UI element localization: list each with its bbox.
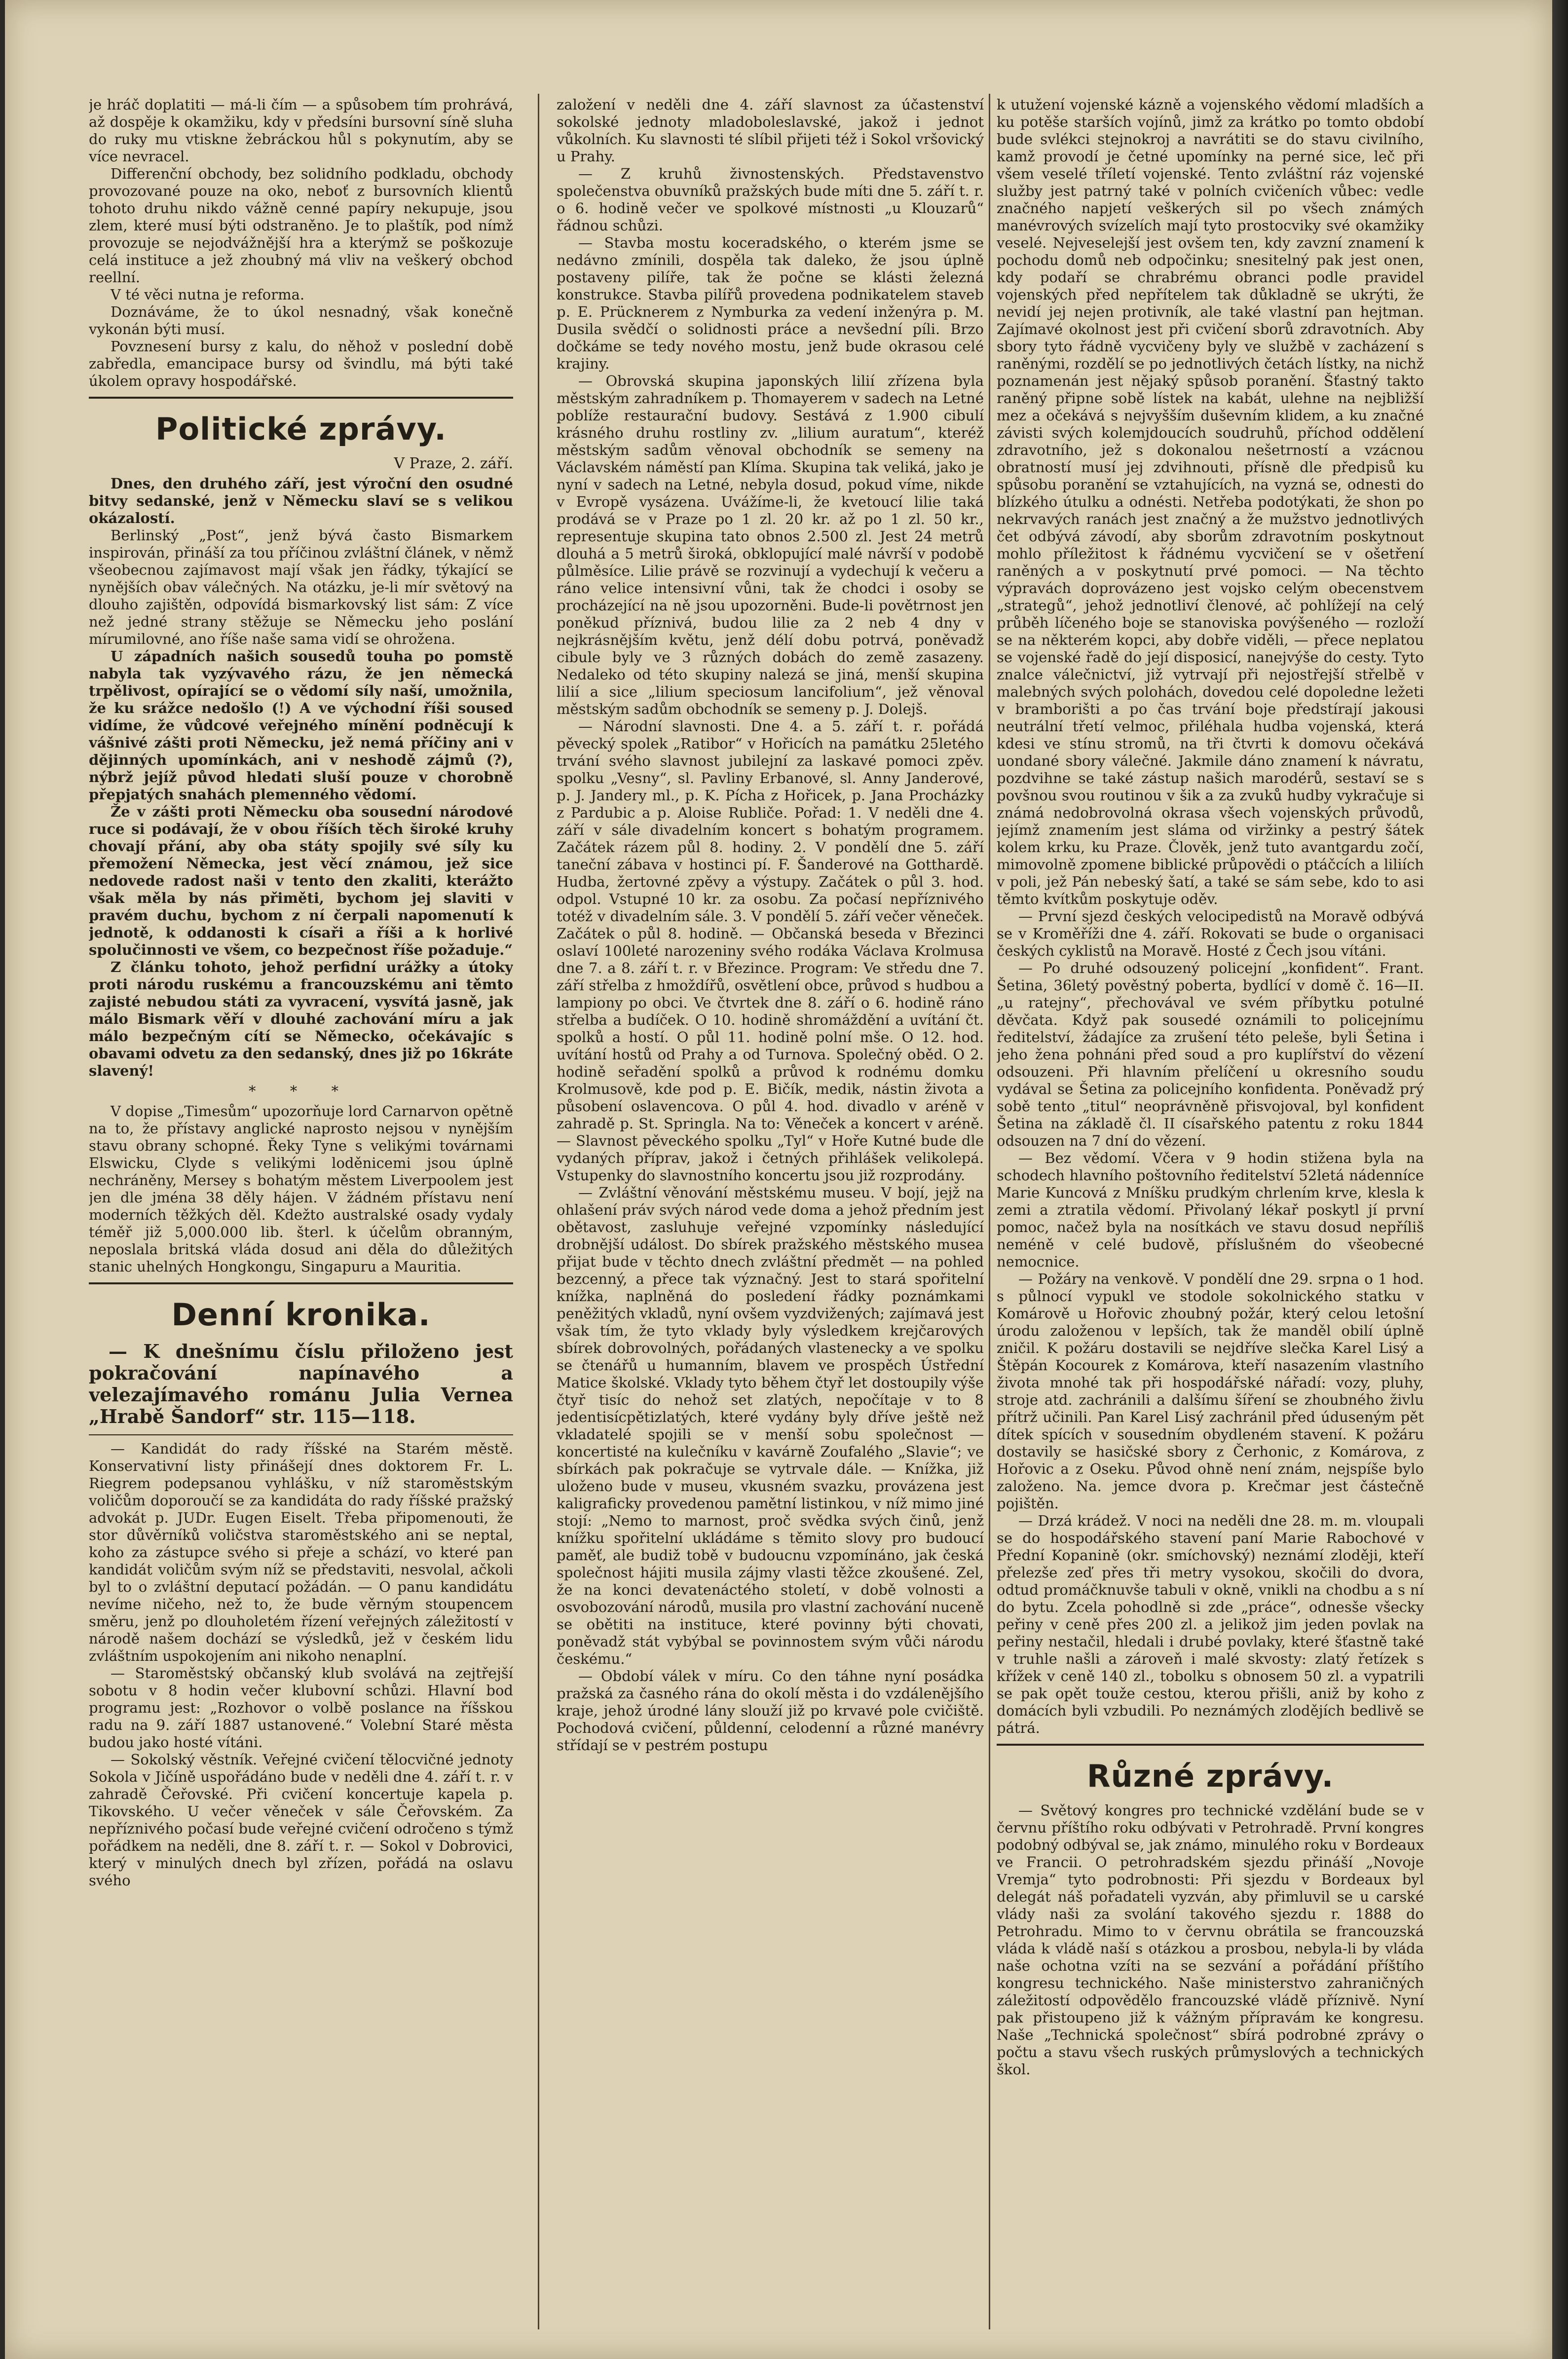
- column-rule: [538, 94, 539, 2329]
- section-heading: Různé zprávy.: [1086, 1758, 1334, 1794]
- article-paragraph: — Staroměstský občanský klub svolává na zejtřejší sobotu v 8 hodin večer klubovní schůzi. Hlavní bod programu jest: „Rozhovor o volbě poslance na říšskou radu na 9. září 1887 ustanovené.“ Volební Staré města budou jako hosté vítáni.: [89, 1665, 513, 1751]
- section-heading: Denní kronika.: [171, 1297, 431, 1333]
- article-paragraph: — Stavba mostu koceradského, o kterém jsme se nedávno zmínili, dospěla tak daleko, že jsou úplně postaveny pilíře, tak že počne se klásti železná konstrukce. Stavba pilířů provedena podnikatelem staveb p. E. Prücknerem z Nymburka za vedení inženýra p. M. Dusila svědčí o solidnosti práce a nevšední píli. Brzo dočkáme se tedy nového mostu, jenž bude okrasou celé krajiny.: [557, 234, 984, 372]
- column-1: [89, 96, 513, 2329]
- article-paragraph: — Světový kongres pro technické vzdělání bude se v červnu příštího roku odbývati v Petrohradě. První kongres podobný odbýval se, jak známo, minulého roku v Bordeaux ve Francii. O petrohradském sjezdu přináší „Novoje Vremja“ tyto podrobnosti: Při sjezdu v Bordeaux byl delegát náš pořadateli vyzván, aby přimluvil se u carské vlády naši za svolání takového sjezdu r. 1888 do Petrohradu. Mimo to v červnu obrátila se francouzská vláda k vládě naší s otázkou a prosbou, nebyla-li by vláda naše ochotna vzíti na se sezvání a pořádání příštího kongresu technického. Naše ministerstvo zahraničných záležitostí odpovědělo francouzské vládě příznivě. Nyní pak přistoupeno již k vážným přípravám ke kongresu. Naše „Technická společnost“ sbírá podrobné zprávy o počtu a stavu všech ruských průmyslových a technických škol.: [997, 1802, 1424, 2078]
- article-paragraph: U západních našich sousedů touha po pomstě nabyla tak vyzývavého rázu, že jen německá trpělivost, opírající se o vědomí síly naší, umožnila, že ku srážce nedošlo (!) A ve východní říši soused vidíme, že vůdcové veřejného mínění podněcují k vášnivé zášti proti Německu, jež nemá příčiny ani v dějinných upomínkách, ani v neshodě zájmů (?), nýbrž jejíž původ hledati sluší pouze v chorobně přepjatých snahách plemenného vědomí.: [89, 648, 513, 803]
- article-paragraph: — Z kruhů živnostenských. Představenstvo společenstva obuvníků pražských bude míti dne 5. září t. r. o 6. hodině večer ve spolkové místnosti „u Klouzarů“ řádnou schůzi.: [557, 165, 984, 234]
- section-rule: [89, 397, 513, 399]
- article-paragraph: V dopise „Timesům“ upozorňuje lord Carnarvon opětně na to, že přístavy anglické naprosto nejsou v nynějším stavu obrany schopné. Řeky Tyne s velikými továrnami Elswicku, Clyde s velikými loděnicemi jsou úplně nechráněny, Mersey s bohatým městem Liverpoolem jest jen dle jména 38 děly hájen. V žádném přístavu není moderních těžkých děl. Kdežto australské osady vydaly téměř již 5,000.000 lib. šterl. k účelům obranným, neposlala britská vláda dosud ani děla do důležitých stanic uhelných Hongkongu, Singapuru a Mauritia.: [89, 1103, 513, 1275]
- separator-stars: * * *: [249, 1083, 353, 1099]
- column-2: [557, 96, 984, 2329]
- article-paragraph: — Období válek v míru. Co den táhne nyní posádka pražská za časného rána do okolí města i do vzdálenějšího kraje, jehož úrodné lány slouží již po krvavé pole cvičiště. Pochodová cvičení, půldenní, celodenní a různé manévry střídají se v pestrém postupu: [557, 1668, 984, 1754]
- section-rule: [89, 1434, 513, 1435]
- page-edge: [1552, 0, 1568, 2359]
- article-paragraph: — Drzá krádež. V noci na neděli dne 28. m. m. vloupali se do hospodářského stavení paní Marie Rabochové v Přední Kopanině (okr. smíchovský) neznámí zloději, kteří přelezše zeď přes tři metry vysokou, skočili do dvora, odtud promáčknuvše tabuli v okně, vnikli na chodbu a s ní do bytu. Zcela pohodlně si zde „práce“, odnesše všecky peřiny v ceně přes 200 zl. a jelikož jim jeden povlak na peřiny nestačil, hledali i drubé povlaky, které šťastně také v truhle našli a zároveň i malé skvosty: zlatý řetízek s křížek v ceně 140 zl., tobolku s obnosem 50 zl. a vypatrili se pak opět touže cestou, kterou přišli, aniž by koho z domácích byli vzbudili. Po neznámých zlodějích bedlivě se pátrá.: [997, 1512, 1424, 1736]
- article-paragraph: — Obrovská skupina japonských lilií zřízena byla městským zahradníkem p. Thomayerem v sadech na Letné poblíže restaurační budovy. Sestává z 1.900 cibulí krásného druhu rostliny zv. „lilium auratum“, kteréž městským sadům věnoval obchodník se semeny na Václavském náměstí pan Klíma. Skupina tak veliká, jako je nyní v sadech na Letné, nebyla dosud, pokud víme, nikde v Evropě vysázena. Uvážíme-li, že kvetoucí lilie taká prodává se v Praze po 1 zl. 20 kr. až po 1 zl. 50 kr., representuje skupina tato obnos 2.500 zl. Jest 24 metrů dlouhá a 5 metrů široká, obklopující malé návrší v podobě půlměsíce. Lilie právě se rozvinují a vydechují k večeru a ráno velice intensivní vůni, tak že chodci i osoby se procházející na ně jsou upozorněni. Bude-li povětrnost jen poněkud příznivá, budou lilie za 2 neb 4 dny v nejkrásnějším květu, jenž délí dobu potrvá, poněvadž cibule byly ve 3 různých dobách do země zasazeny. Nedaleko od této skupiny nalezá se jiná, menší skupina lilií a sice „lilium speciosum lancifolium“, jež věnoval městským sadům obchodník se semeny p. J. Dolejš.: [557, 373, 984, 717]
- dateline: V Praze, 2. září.: [394, 455, 513, 472]
- article-paragraph: — Požáry na venkově. V pondělí dne 29. srpna o 1 hod. s půlnocí vypukl ve stodole sokolnického statku v Komárově u Hořovic zhoubný požár, který celou letošní úrodu založenou v lepších, tak že manděl obilí úplně zničil. K požáru dostavili se nejdříve slečka Karel Lisý a Štěpán Kocourek z Komárova, kteří nasazením vlastního života mnohé tak při hospodářské nářadí: vozy, pluhy, stroje atd. zachránili a dalšímu šíření se zhoubného živlu přítrž učinili. Pan Karel Lisý zachránil před úduseným pět dítek spících v sousedním obydleném stavení. K požáru dostavily se hasičské sbory z Čerhonic, z Komárova, z Hořovic a z Oseku. Původ ohně není znám, nejspíše bylo založeno. Na. jemce dvora p. Krečmar jest částečně pojištěn.: [997, 1271, 1424, 1512]
- column-rule: [989, 94, 990, 2329]
- article-paragraph: Z článku tohoto, jehož perfidní urážky a útoky proti národu ruskému a francouzskému ani těmto zajisté nebudou státi za vyvracení, vysvítá jasně, jak málo Bismark věří v dlouhé zachování míru a jak málo bezpečným cítí se Německo, očekávajíc s obavami odvetu za den sedanský, dnes již po 16kráte slavený!: [89, 959, 513, 1079]
- article-paragraph: je hráč doplatiti — má-li čím — a spůsobem tím prohrává, až dospěje k okamžiku, kdy v předsíni bursovní síně sluha do ruky mu vtiskne žebráckou hůl s pokynutím, aby se více nevracel.: [89, 96, 513, 165]
- article-paragraph: založení v neděli dne 4. září slavnost za účastenství sokolské jednoty mladoboleslavské, jakož i jednot vůkolních. Ku slavnosti té slíbil přijeti též i Sokol vršovický u Prahy.: [557, 96, 984, 165]
- article-paragraph: Že v zášti proti Německu oba sousední národové ruce si podávají, že v obou říších těch široké kruhy chovají přání, aby oba státy spojily své síly ku přemožení Německa, jest věcí známou, jež sice nedovede radost naši v tento den zkaliti, kterážto však měla by nás přiměti, bychom jej slaviti v pravém duchu, bychom z ní čerpali napomenutí k jednotě, k oddanosti k císaři a říši a k horlivé spolučinnosti ve všem, co bezpečnost říše požaduje.“: [89, 803, 513, 958]
- article-paragraph: — Národní slavnosti. Dne 4. a 5. září t. r. pořádá pěvecký spolek „Ratibor“ v Hořicích na památku 25letého trvání svého slavnost jubilejní za laskavé pomoci zpěv. spolku „Vesny“, sl. Pavliny Erbanové, sl. Anny Janderové, p. J. Jandery ml., p. K. Pícha z Hořicek, p. Jana Procházky z Pardubic a p. Aloise Rubliče. Pořad: 1. V neděli dne 4. září v sále divadelním koncert s bohatým programem. Začátek rázem půl 8. hodiny. 2. V pondělí dne 5. září taneční zábava v hostinci pí. F. Šanderové na Gotthardě. Hudba, žertovné zpěvy a výstupy. Začátek o půl 3. hod. odpol. Vstupné 10 kr. za osobu. Za počasí nepříznivého totéž v divadelním sále. 3. V pondělí 5. září večer věneček. Začátek o půl 8. hodině. — Občanská beseda v Březinci oslaví 100leté narozeniny svého rodáka Václava Krolmusa dne 7. a 8. září t. r. v Březince. Program: Ve středu dne 7. září střelba z hmoždířů, osvětlení obce, průvod s hudbou a lampiony po obci. Ve čtvrtek dne 8. září o 6. hodině ráno střelba a budíček. O 10. hodině shromáždění a uvítání čt. spolků a hostí. O půl 11. hodině polní mše. O 12. hod. uvítání hostů od Prahy a od Turnova. Společný oběd. O 2. hodině seřadění spolků a průvod k rodnému domku Krolmusově, kde pod p. E. Bičík, medik, nástin života a působení oslavencova. O půl 4. hod. divadlo v aréně v zahradě p. St. Springla. Na to: Věneček a koncert v aréně. — Slavnost pěveckého spolku „Tyl“ v Hoře Kutné bude dle vydaných příprav, jakož i četných přihlášek velikolepá. Vstupenky do slavnostního koncertu jsou již rozprodány.: [557, 718, 984, 1184]
- article-paragraph: — Kandidát do rady říšské na Starém městě. Konservativní listy přinášejí dnes doktorem Fr. L. Riegrem podepsanou vyhlášku, v níž staroměstským voličům doporoučí se za kandidáta do rady říšské pražský advokát p. JUDr. Eugen Eiselt. Třeba připomenouti, že stor důvěrníků voličstva staroměstského ani se neptal, koho za zástupce svého si přeje a schází, vo které pan kandidát voličům svým níž se představiti, nesvolal, ačkoli byl to o zvláštní deputací požádán. — O panu kandidátu nevíme ničeho, než to, že bude věrným stoupencem směru, jenž po dlouholetém řízení veřejných záležitostí v národě našem dochází se výsledků, jež v českém lidu zvláštním uspokojením ani nikoho nenaplní.: [89, 1440, 513, 1664]
- article-paragraph: — Bez vědomí. Včera v 9 hodin stižena byla na schodech hlavního poštovního ředitelství 52letá nádenníce Marie Kuncová z Mníšku prudkým chrlením krve, klesla k zemi a ztratila vědomí. Přivolaný lékař poskytl jí první pomoc, načež byla na nosítkách ve stavu dosud nepříliš neméně v celé budově, příslušném do všeobecné nemocnice.: [997, 1150, 1424, 1270]
- article-paragraph: k utužení vojenské kázně a vojenského vědomí mladších a ku potěše starších vojínů, jimž za krátko po tomto období bude svlékci stejnokroj a navrátiti se do stavu civilního, kamž provodí je četné upomínky na perné sice, leč při všem veselé tříletí vojenské. Tento zvláštní ráz vojenské služby jest patrný také v polních cvičeních vůbec: vedle značného napjetí veškerých sil po všech známých manévrových svízelích mají tyto prostocviky své okamžiky veselé. Nejveselejší jest ovšem ten, kdy zavzní znamení k pochodu domů neb odpočinku; snesitelný pak jest onen, kdy podaří se chrabrému obranci podle pravidel vojenských před nepřítelem tak důkladně se ukrýti, že nevidí jej nejen protivník, ale také vlastní pan hejtman. Zajímavé okolnost jest při cvičení sborů zdravotních. Aby sbory tyto řádně vycvičeny byly ve službě v zacházení s raněnými, rozdělí se po jednotlivých četách lístky, na nichž poznamenán jest nějaký spůsob poranění. Šťastný takto raněný připne sobě lístek na kabát, ulehne na nejbližší mez a očekává s nejvyšším duševním klidem, a ku značné závisti svých kolemjdoucích soudruhů, příchod oddělení zdravotního, jež s dokonalou nešetrností a vzácnou obratností musí jej zdvihnouti, přísně dle předpisů ku spůsobu poranění se vztahujících, na vyzná se, odnesti do blízkého útulku a odnésti. Netřeba podotýkati, že shon po nekrvavých ranách jest značný a že mužstvo jednotlivých čet odbývá závodí, aby sborům zdravotním poskytnout mohlo příležitost k řádnému vycvičení se v ošetření raněných a v poskytnutí prvé pomoci. — Na těchto výpravách doprovázeno jest vojsko celým obecenstvem „strategů“, jehož jednotliví členové, ač pohlížejí na celý průběh líčeného boje se stanoviska povýšeného — rozloží se na některém kopci, aby dobře viděli, — přece neplatou se vojenské řadě do její disposicí, nanejvýše do cesty. Tyto znalce válečnictví, již vytrvají při nejostřejší střelbě v malebných svých polohách, dovedou celé dopoledne ležeti v bramborišti a po čas trvání boje předstírají jakousi neutrální třetí velmoc, přiléhala hudba vojenská, která kdesi ve stínu stromů, na tři čtvrti k domovu očekává uondané sbory válečné. Jakmile dáno znamení k návratu, pozdvihne se také zástup našich marodérů, sestaví se s povšnou svou routinou v šik a za zvuků hudby vykračuje si známá nedobrovolná okrasa všech vojenských průvodů, jejímž znamením jest sláma od viržinky a pestrý šátek kolem krku, ku Praze. Člověk, jenž tuto avantgardu zočí, mimovolně zpomene biblické průpovědi o ptáčcích a liliích v poli, jež Pán nebeský šatí, a také se sám sebe, kdo to asi těmto kvítkům poskytuje oděv.: [997, 96, 1424, 907]
- article-paragraph: Berlinský „Post“, jenž bývá často Bismarkem inspirován, přináší za tou příčinou zvláštní článek, v němž všeobecnou zajímavost mají však jen řádky, týkající se nynějších obav válečných. Na otázku, je-li mír světový na dlouho zajištěn, odpovídá bismarkovský list sám: Z více než jedné strany stěžuje se Německu jeho poslání mírumilovné, ano říše naše sama vidí se ohrožena.: [89, 527, 513, 647]
- section-rule: [997, 1744, 1424, 1746]
- article-paragraph: — Zvláštní věnování městskému museu. V bojí, jejž na ohlašení práv svých národ vede doma a jehož předním jest obětavost, zasluhuje veřejné vzpomínky následující drobnější událost. Do sbírek pražského městského musea přijat bude v těchto dnech zvláštní předmět — na pohled bezcenný, a přece tak význačný. Jest to stará spořitelní knížka, naplněná do posledení řádky poznámkami peněžitých vkladů, nyní ovšem vyzdvižených; zajímavá jest však tím, že tyto vklady byly výsledkem krejčarových sbírek dobrovolných, pořádaných vlastenecky a ve spolku se čtenářů u humanním, blavem ve prospěch Ústřední Matice školské. Vklady tyto během čtyř let dostoupily výše čtyř tisíc do nehož set zlatých, nepočítaje v to 8 jedentisícpětizlatých, které vydány byly dříve ještě než vkladatelé spojili se v menší sobu společnost — koncertisté na kulečníku v kavárně Zoufalého „Slavie“; ve sbírkách pak pokračuje se vytrvale dále. — Knížka, již uloženo bude v museu, vkusném svazku, provázena jest kaligraficky provedenou pamětní listinkou, v níž mimo jiné stojí: „Nemo to marnost, proč svědka svých činů, jenž knížku spořitelní ukládáme s těmito slovy pro budoucí paměť, ale budiž tobě v budoucnu vzpomínáno, jak česká společnost hájiti musila zájmy vlasti těžce zkoušené. Zel, že na konci devatenáctého století, v době volnosti a osvobozování národů, musila pro vlastní zachování nuceně se obětiti na instituce, které povinny býti chovati, poněvadž stát vybýbal se povinnostem svým vůči národu českému.“: [557, 1184, 984, 1667]
- article-paragraph: Povznesení bursy z kalu, do něhož v poslední době zabředla, emancipace bursy od švindlu, má býti také úkolem opravy hospodářské.: [89, 338, 513, 389]
- article-paragraph: — Sokolský věstník. Veřejné cvičení tělocvičné jednoty Sokola v Jičíně uspořádáno bude v neděli dne 4. září t. r. v zahradě Čeřovské. Při cvičení koncertuje kapela p. Tikovského. U večer věneček v sále Čeřovském. Za nepříznivého počasí bude veřejné cvičení odročeno s týmž pořádkem na neděli, dne 8. září t. r. — Sokol v Dobrovici, který v minulých dnech byl zřízen, pořádá na oslavu svého: [89, 1751, 513, 1889]
- section-heading: Politické zprávy.: [155, 411, 447, 447]
- article-paragraph: Dnes, den druhého září, jest výroční den osudné bitvy sedanské, jenž v Německu slaví se s velikou okázalostí.: [89, 475, 513, 526]
- article-paragraph: Differenční obchody, bez solidního podkladu, obchody provozované pouze na oko, neboť z bursovních klientů tohoto druhu nikdo vážně cenné papíry nekupuje, jsou zlem, které musí býti odstraněno. Je to plaštík, pod nímž provozuje se nejodvážnější hra a kterýmž se poškozuje celá instituce a jež zhoubný má vliv na veškerý obchod reellní.: [89, 165, 513, 286]
- lead-notice: — K dnešnímu číslu přiloženo jest pokračování napínavého a velezajímavého románu Julia Vernea „Hrabě Šandorf“ str. 115—118.: [89, 1340, 513, 1427]
- section-rule: [89, 1282, 513, 1284]
- article-paragraph: — První sjezd českých velocipedistů na Moravě odbývá se v Kroměříži dne 4. září. Rokovati se bude o organisaci českých cyklistů na Moravě. Hosté z Čech jsou vítáni.: [997, 908, 1424, 959]
- article-paragraph: V té věci nutna je reforma.: [111, 286, 305, 303]
- article-paragraph: Doznáváme, že to úkol nesnadný, však konečně vykonán býti musí.: [89, 303, 513, 337]
- article-paragraph: — Po druhé odsouzený policejní „konfident“. Frant. Šetina, 36letý pověstný poberta, bydlící v domě č. 16—II. „u ratejny“, přechovával ve svém příbytku potulné děvčata. Když pak sousedé oznámili to policejnímu ředitelství, žádajíce za zrušení této peleše, byli Šetina i jeho žena pohnáni před soud a pro kuplířství do vězení odsouzeni. Při hlavním přelíčení u okresního soudu vydával se Šetina za policejního konfidenta. Poněvadž prý sobě tento „titul“ neoprávněně přisvojoval, byl konfident Šetina na základě čl. II císařského patentu z roku 1844 odsouzen na 7 dní do vězení.: [997, 960, 1424, 1149]
- column-3: [997, 96, 1424, 2329]
